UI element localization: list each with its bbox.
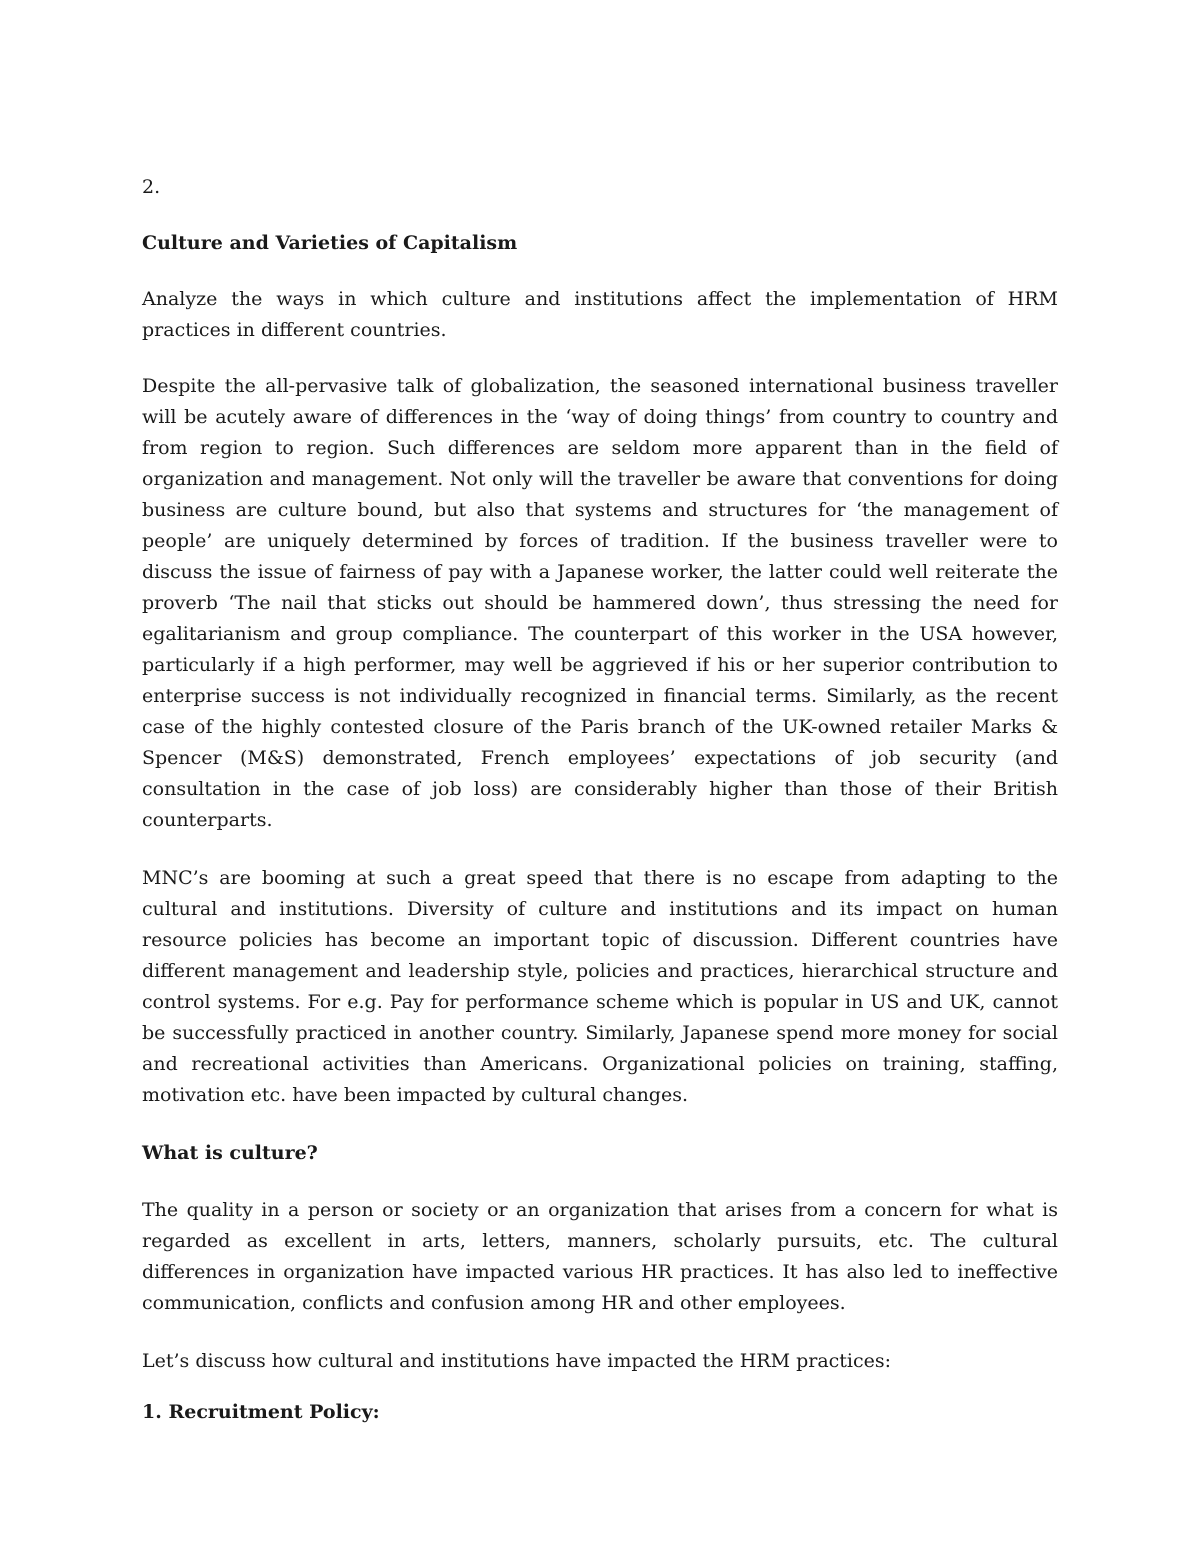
paragraph-culture-definition: The quality in a person or society or an organization that arises from a concern for what is regarded as excellent in arts, letters, manners, scholarly pursuits, etc. The cultural differences in organization have impacted various HR practices. It has also led to ineffective communication, conflicts and confusion among HR and other employees. [142,1199,1058,1314]
paragraph-mnc: MNC’s are booming at such a great speed that there is no escape from adapting to the cultural and institutions. Diversity of culture and institutions and its impact on human resource policies has become an important topic of discussion. Different countries have different management and leadership style, policies and practices, hierarchical structure and control systems. For e.g. Pay for performance scheme which is popular in US and UK, cannot be successfully practiced in another country. Similarly, Japanese spend more money for social and recreational activities than Americans. Organizational policies on training, staffing, motivation etc. have been impacted by cultural changes. [142,867,1058,1106]
subheading-what-is-culture: What is culture? [142,1142,318,1164]
paragraph-discussion-intro: Let’s discuss how cultural and institutions have impacted the HRM practices: [142,1350,892,1372]
subheading-recruitment-policy: 1. Recruitment Policy: [142,1401,380,1423]
section-number: 2. [142,176,161,198]
section-title: Culture and Varieties of Capitalism [142,232,518,254]
paragraph-globalization: Despite the all-pervasive talk of globalization, the seasoned international business traveller will be acutely aware of differences in the ‘way of doing things’ from country to country and from region to region. Such differences are seldom more apparent than in the field of organization and management. Not only will the traveller be aware that conventions for doing business are culture bound, but also that systems and structures for ‘the management of people’ are uniquely determined by forces of tradition. If the business traveller were to discuss the issue of fairness of pay with a Japanese worker, the latter could well reiterate the proverb ‘The nail that sticks out should be hammered down’, thus stressing the need for egalitarianism and group compliance. The counterpart of this worker in the USA however, particularly if a high performer, may well be aggrieved if his or her superior contribution to enterprise success is not individually recognized in financial terms. Similarly, as the recent case of the highly contested closure of the Paris branch of the UK-owned retailer Marks & Spencer (M&S) demonstrated, French employees’ expectations of job security (and consultation in the case of job loss) are considerably higher than those of their British counterparts. [142,375,1058,831]
document-page [142,172,1058,1428]
essay-question: Analyze the ways in which culture and institutions affect the implementation of HRM practices in different countries. [142,288,1058,341]
